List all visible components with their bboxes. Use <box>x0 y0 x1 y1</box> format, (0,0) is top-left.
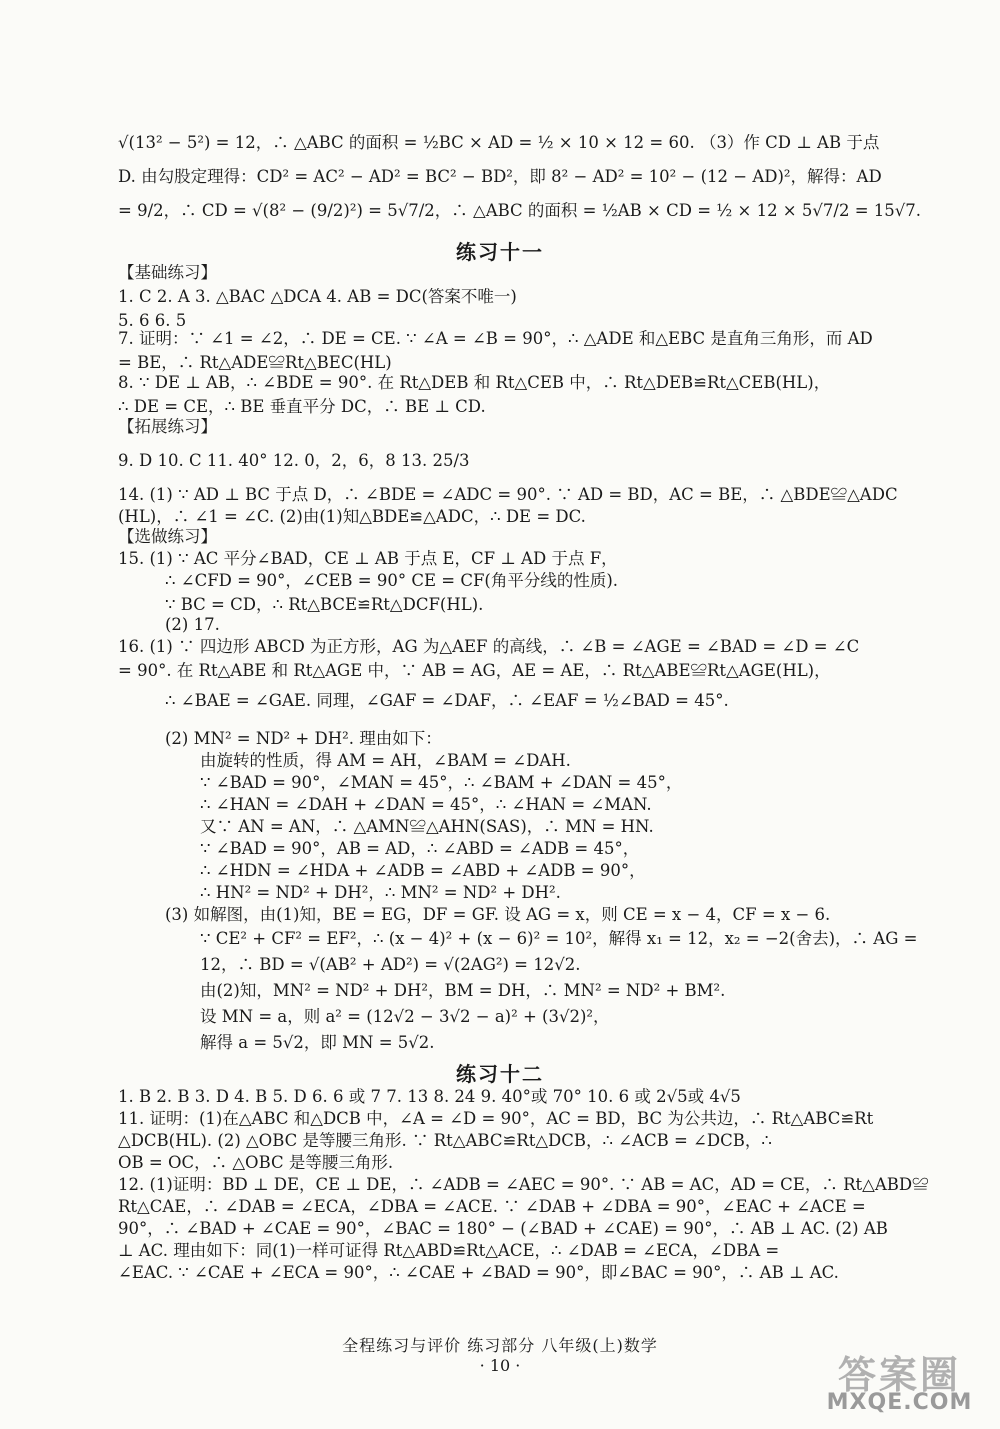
watermark-url-text: MXQE.COM <box>826 1390 973 1415</box>
text-line: 设 MN = a，则 a² = (12√2 − 3√2 − a)² + (3√2)²， <box>200 1007 610 1026</box>
subsection-label-optional: 【选做练习】 <box>118 527 217 546</box>
subsection-label-basic: 【基础练习】 <box>118 263 217 282</box>
text-line: ∵ BC = CD，∴ Rt△BCE≌Rt△DCF(HL). <box>165 595 484 614</box>
text-line: 1. B 2. B 3. D 4. B 5. D 6. 6 或 7 7. 13 8. 24 9. 40°或 70° 10. 6 或 2√5或 4√5 <box>118 1087 741 1106</box>
text-line: (2) MN² = ND² + DH². 理由如下： <box>165 729 442 748</box>
text-line: = BE，∴ Rt△ADE≌Rt△BEC(HL) <box>118 353 392 372</box>
text-line: 16. (1) ∵ 四边形 ABCD 为正方形，AG 为△AEF 的高线，∴ ∠B = ∠AGE = ∠BAD = ∠D = ∠C <box>118 637 860 656</box>
text-line: ∵ ∠BAD = 90°，∠MAN = 45°，∴ ∠BAM + ∠DAN = 45°， <box>200 773 683 792</box>
text-line: (HL)，∴ ∠1 = ∠C. (2)由(1)知△BDE≌△ADC，∴ DE = DC. <box>118 507 586 526</box>
text-line: = 90°. 在 Rt△ABE 和 Rt△AGE 中，∵ AB = AG，AE = AE，∴ Rt△ABE≌Rt△AGE(HL)， <box>118 661 831 680</box>
section-heading-exercise-12: 练习十二 <box>456 1062 544 1086</box>
text-line: = 9/2，∴ CD = √(8² − (9/2)²) = 5√7/2，∴ △ABC 的面积 = ½AB × CD = ½ × 12 × 5√7/2 = 15√7. <box>118 201 922 220</box>
text-line: 11. 证明：(1)在△ABC 和△DCB 中，∠A = ∠D = 90°，AC = BD，BC 为公共边，∴ Rt△ABC≌Rt <box>118 1109 874 1128</box>
text-line: OB = OC，∴ △OBC 是等腰三角形. <box>118 1153 394 1172</box>
text-line: 15. (1) ∵ AC 平分∠BAD，CE ⊥ AB 于点 E，CF ⊥ AD 于点 F， <box>118 549 618 568</box>
footer-book-title: 全程练习与评价 练习部分 八年级(上)数学 <box>342 1336 658 1355</box>
text-line: Rt△CAE，∴ ∠DAB = ∠ECA，∠DBA = ∠ACE. ∵ ∠DAB + ∠DBA = 90°，∠EAC + ∠ACE = <box>118 1197 866 1216</box>
text-line: 1. C 2. A 3. △BAC △DCA 4. AB = DC(答案不唯一) <box>118 287 517 306</box>
text-line: ∴ ∠CFD = 90°，∠CEB = 90° CE = CF(角平分线的性质). <box>165 571 619 590</box>
text-line: 12. (1)证明：BD ⊥ DE，CE ⊥ DE，∴ ∠ADB = ∠AEC = 90°. ∵ AB = AC，AD = CE，∴ Rt△ABD≌ <box>118 1175 929 1194</box>
text-line: D. 由勾股定理得：CD² = AC² − AD² = BC² − BD²，即 8² − AD² = 10² − (12 − AD)²，解得：AD <box>118 167 882 186</box>
text-line: 5. 6 6. 5 <box>118 311 187 330</box>
text-line: (3) 如解图，由(1)知，BE = EG，DF = GF. 设 AG = x，则 CE = x − 4，CF = x − 6. <box>165 905 831 924</box>
watermark-main-text: 答案圈 <box>837 1353 961 1397</box>
text-line: 14. (1) ∵ AD ⊥ BC 于点 D，∴ ∠BDE = ∠ADC = 90°. ∵ AD = BD，AC = BE，∴ △BDE≌△ADC <box>118 485 898 504</box>
text-line: 8. ∵ DE ⊥ AB，∴ ∠BDE = 90°. 在 Rt△DEB 和 Rt△CEB 中，∴ Rt△DEB≌Rt△CEB(HL)， <box>118 373 831 392</box>
subsection-label-extension: 【拓展练习】 <box>118 417 217 436</box>
text-line: ∴ HN² = ND² + DH²，∴ MN² = ND² + DH². <box>200 883 561 902</box>
page-number: · 10 · <box>479 1356 521 1375</box>
text-line: ⊥ AC. 理由如下：同(1)一样可证得 Rt△ABD≌Rt△ACE，∴ ∠DAB = ∠ECA，∠DBA = <box>118 1241 780 1260</box>
text-line: 解得 a = 5√2，即 MN = 5√2. <box>200 1033 435 1052</box>
text-line: 90°，∴ ∠BAD + ∠CAE = 90°，∠BAC = 180° − (∠BAD + ∠CAE) = 90°，∴ AB ⊥ AC. (2) AB <box>118 1219 888 1238</box>
text-line: ∴ DE = CE，∴ BE 垂直平分 DC，∴ BE ⊥ CD. <box>118 397 486 416</box>
text-line: ∵ ∠BAD = 90°，AB = AD，∴ ∠ABD = ∠ADB = 45°， <box>200 839 640 858</box>
text-line: ∠EAC. ∵ ∠CAE + ∠ECA = 90°，∴ ∠CAE + ∠BAD = 90°，即∠BAC = 90°，∴ AB ⊥ AC. <box>118 1263 839 1282</box>
text-line: △DCB(HL). (2) △OBC 是等腰三角形. ∵ Rt△ABC≌Rt△DCB，∴ ∠ACB = ∠DCB，∴ <box>118 1131 772 1150</box>
text-line: ∵ CE² + CF² = EF²，∴ (x − 4)² + (x − 6)² = 10²，解得 x₁ = 12，x₂ = −2(舍去)，∴ AG = <box>200 929 918 948</box>
text-line: 由(2)知，MN² = ND² + DH²，BM = DH，∴ MN² = ND² + BM². <box>200 981 726 1000</box>
text-line: ∴ ∠HAN = ∠DAH + ∠DAN = 45°，∴ ∠HAN = ∠MAN. <box>200 795 652 814</box>
section-heading-exercise-11: 练习十一 <box>456 240 544 264</box>
text-line: 又∵ AN = AN，∴ △AMN≌△AHN(SAS)，∴ MN = HN. <box>200 817 654 836</box>
text-line: (2) 17. <box>165 615 220 634</box>
text-line: ∴ ∠BAE = ∠GAE. 同理，∠GAF = ∠DAF，∴ ∠EAF = ½∠BAD = 45°. <box>165 691 729 710</box>
text-line: √(13² − 5²) = 12，∴ △ABC 的面积 = ½BC × AD = ½ × 10 × 12 = 60. （3）作 CD ⊥ AB 于点 <box>118 133 880 152</box>
text-line: ∴ ∠HDN = ∠HDA + ∠ADB = ∠ABD + ∠ADB = 90°， <box>200 861 646 880</box>
text-line: 12，∴ BD = √(AB² + AD²) = √(2AG²) = 12√2. <box>200 955 581 974</box>
text-line: 由旋转的性质，得 AM = AH，∠BAM = ∠DAH. <box>200 751 571 770</box>
text-line: 9. D 10. C 11. 40° 12. 0，2，6，8 13. 25/3 <box>118 451 470 470</box>
watermark-logo <box>812 1344 987 1422</box>
text-line: 7. 证明：∵ ∠1 = ∠2，∴ DE = CE. ∵ ∠A = ∠B = 90°，∴ △ADE 和△EBC 是直角三角形，而 AD <box>118 329 873 348</box>
